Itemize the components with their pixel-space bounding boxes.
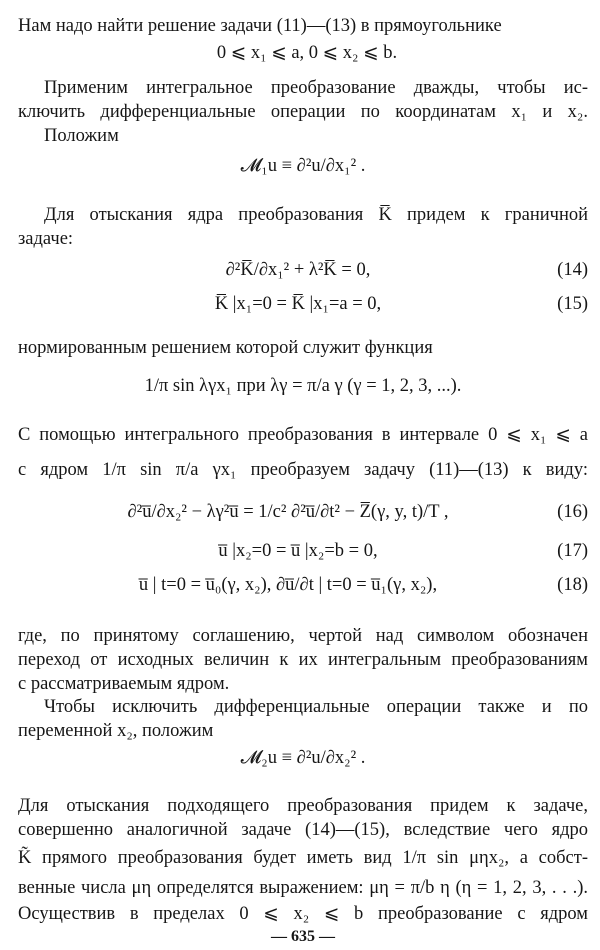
equation-number: (14): [557, 260, 588, 280]
paragraph-line: с рассматриваемым ядром.: [18, 674, 230, 694]
equation-domain: 0 ⩽ x₁ ⩽ a, 0 ⩽ x₂ ⩽ b.: [216, 43, 398, 63]
equation-17: u̅ |x₂=0 = u̅ |x₂=b = 0,: [218, 541, 378, 561]
paragraph-line: Для отыскания подходящего преобразования придем к задаче,: [18, 796, 588, 816]
paragraph-line: Применим интегральное преобразование дважды, чтобы ис-: [44, 78, 588, 98]
paragraph-line: переменной x₂, положим: [18, 721, 214, 741]
paragraph-line: задаче:: [18, 229, 74, 249]
equation-15: K̅ |x₁=0 = K̅ |x₁=a = 0,: [214, 294, 382, 314]
paragraph-line: с ядром 1/π sin π/a γx₁ преобразуем задачу (11)—(13) к виду:: [18, 460, 588, 480]
paragraph-line: переход от исходных величин к их интегральным преобразованиям: [18, 650, 588, 670]
paragraph-line: K̃ прямого преобразования будет иметь вид 1/π sin μηx₂, а собст-: [18, 848, 588, 868]
equation-number: (15): [557, 294, 588, 314]
paragraph-line: Чтобы исключить дифференциальные операции также и по: [44, 697, 588, 717]
page-number: — 635 —: [271, 928, 335, 945]
equation-16: ∂²u̅/∂x₂² − λγ²u̅ = 1/c² ∂²u̅/∂t² − Z̅(γ, y, t)/T ,: [127, 502, 449, 522]
paragraph-line: где, по принятому соглашению, чертой над символом обозначен: [18, 626, 588, 646]
paragraph-line: Осуществив в пределах 0 ⩽ x₂ ⩽ b преобразование с ядром: [18, 904, 588, 924]
equation-18: u̅ | t=0 = u̅₀(γ, x₂), ∂u̅/∂t | t=0 = u̅₁(γ, x₂),: [138, 575, 438, 595]
paragraph-line: венные числа μη определятся выражением: μη = π/b η (η = 1, 2, 3, . . .).: [18, 878, 588, 898]
equation-m2: 𝓜₂u ≡ ∂²u/∂x₂² .: [240, 748, 366, 768]
paragraph-line: Положим: [44, 126, 119, 146]
paragraph-line: Для отыскания ядра преобразования K̅ придем к граничной: [44, 205, 588, 225]
equation-solution: 1/π sin λγx₁ при λγ = π/a γ (γ = 1, 2, 3, ...).: [144, 376, 462, 396]
paragraph-line: С помощью интегрального преобразования в интервале 0 ⩽ x₁ ⩽ a: [18, 425, 588, 445]
equation-14: ∂²K̅/∂x₁² + λ²K̅ = 0,: [225, 260, 371, 280]
equation-number: (16): [557, 502, 588, 522]
equation-m1: 𝓜₁u ≡ ∂²u/∂x₁² .: [240, 156, 366, 176]
paragraph-line: ключить дифференциальные операции по координатам x₁ и x₂.: [18, 102, 588, 122]
paragraph-line: нормированным решением которой служит функция: [18, 338, 433, 358]
equation-number: (17): [557, 541, 588, 561]
paragraph-line: Нам надо найти решение задачи (11)—(13) в прямоугольнике: [18, 16, 502, 36]
equation-number: (18): [557, 575, 588, 595]
paragraph-line: совершенно аналогичной задаче (14)—(15), вследствие чего ядро: [18, 820, 588, 840]
